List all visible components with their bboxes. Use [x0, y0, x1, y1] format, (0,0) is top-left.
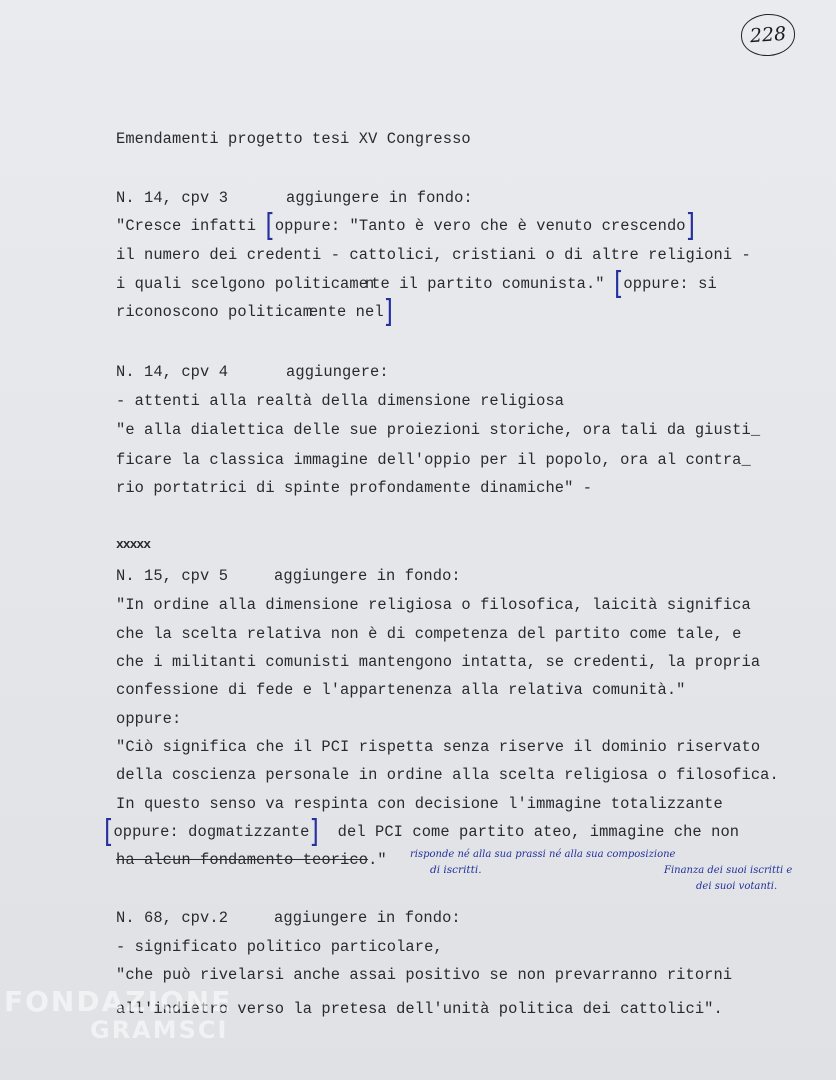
section-3-line-9: [oppure: dogmatizzante] del PCI come partito ateo, immagine che non	[104, 812, 740, 850]
section-3-line-10: ha alcun fondamento teorico."	[116, 851, 387, 869]
section-4-line-3: all'indietro verso la pretesa dell'unità politica dei cattolici".	[116, 1000, 723, 1018]
section-3-line-8: In questo senso va respinta con decisione l'immagine totalizzante	[116, 795, 723, 813]
section-3-line-1: "In ordine alla dimensione religiosa o filosofica, laicità significa	[116, 596, 751, 614]
section-1-action: aggiungere in fondo:	[286, 189, 473, 207]
bracket-close-icon: ]	[309, 812, 319, 850]
section-1-heading: N. 14, cpv 3	[116, 189, 229, 207]
section-4-line-2: "che può rivelarsi anche assai positivo se non prevarranno ritorni	[116, 966, 733, 984]
section-3-line-4: confessione di fede e l'appartenenza alla relativa comunità."	[116, 681, 686, 699]
section-4-line-1: - significato politico particolare,	[116, 938, 443, 956]
section-1-line-2: il numero dei credenti - cattolici, cristiani o di altre religioni -	[116, 246, 751, 264]
section-3-line-5: oppure:	[116, 710, 182, 728]
section-3-line-7: della coscienza personale in ordine alla scelta religiosa o filosofica.	[116, 766, 779, 784]
handwritten-note-3: Finanza dei suoi iscritti e	[664, 865, 793, 876]
handwritten-note-1: risponde né alla sua prassi né alla sua composizione	[410, 849, 676, 860]
bracket-open-icon: [	[104, 812, 114, 850]
section-3-heading: N. 15, cpv 5	[116, 567, 229, 585]
section-3-line-3: che i militanti comunisti mantengono intatta, se credenti, la propria	[116, 653, 761, 671]
section-2-line-2: "e alla dialettica delle sue proiezioni storiche, ora tali da giusti_	[116, 421, 761, 439]
struck-through-text: ha alcun fondamento teorico	[116, 851, 369, 869]
section-2-action: aggiungere:	[286, 363, 389, 381]
document-title: Emendamenti progetto tesi XV Congresso	[116, 130, 471, 148]
section-4-action: aggiungere in fondo:	[274, 909, 461, 927]
crossed-out-typing: xxxxx	[116, 537, 151, 552]
section-1-line-3: i quali scelgono politicamente il partito comunista." [oppure: si	[116, 264, 717, 302]
section-3-line-2: che la scelta relativa non è di competenza del partito come tale, e	[116, 625, 742, 643]
section-4-header	[116, 909, 461, 927]
section-4-heading: N. 68, cpv.2	[116, 909, 229, 927]
bracket-close-icon: ]	[685, 206, 696, 244]
bracket-open-icon: [	[265, 206, 275, 244]
archive-watermark: FONDAZIONE GRAMSCI	[4, 985, 233, 1044]
bracket-open-icon: [	[613, 264, 624, 302]
handwritten-note-4: dei suoi votanti.	[696, 881, 778, 892]
handwritten-note-2: di iscritti.	[430, 864, 482, 876]
section-2-header	[116, 363, 389, 381]
section-2-line-4: rio portatrici di spinte profondamente dinamiche" -	[116, 479, 593, 497]
section-2-line-1: - attenti alla realtà della dimensione religiosa	[116, 392, 565, 410]
page-number-stamp: 228	[740, 12, 797, 58]
section-3-line-6: "Ciò significa che il PCI rispetta senza riserve il dominio riservato	[116, 738, 761, 756]
section-3-header	[116, 567, 461, 585]
section-2-heading: N. 14, cpv 4	[116, 363, 229, 381]
section-3-action: aggiungere in fondo:	[274, 567, 461, 585]
section-2-line-3: ficare la classica immagine dell'oppio per il popolo, ora al contra_	[116, 451, 751, 469]
section-1-line-1: "Cresce infatti [oppure: "Tanto è vero che è venuto crescendo]	[116, 206, 696, 244]
section-1-line-4: riconoscono politicamente nel]	[116, 292, 394, 330]
section-1-header	[116, 189, 473, 207]
bracket-close-icon: ]	[383, 292, 394, 330]
